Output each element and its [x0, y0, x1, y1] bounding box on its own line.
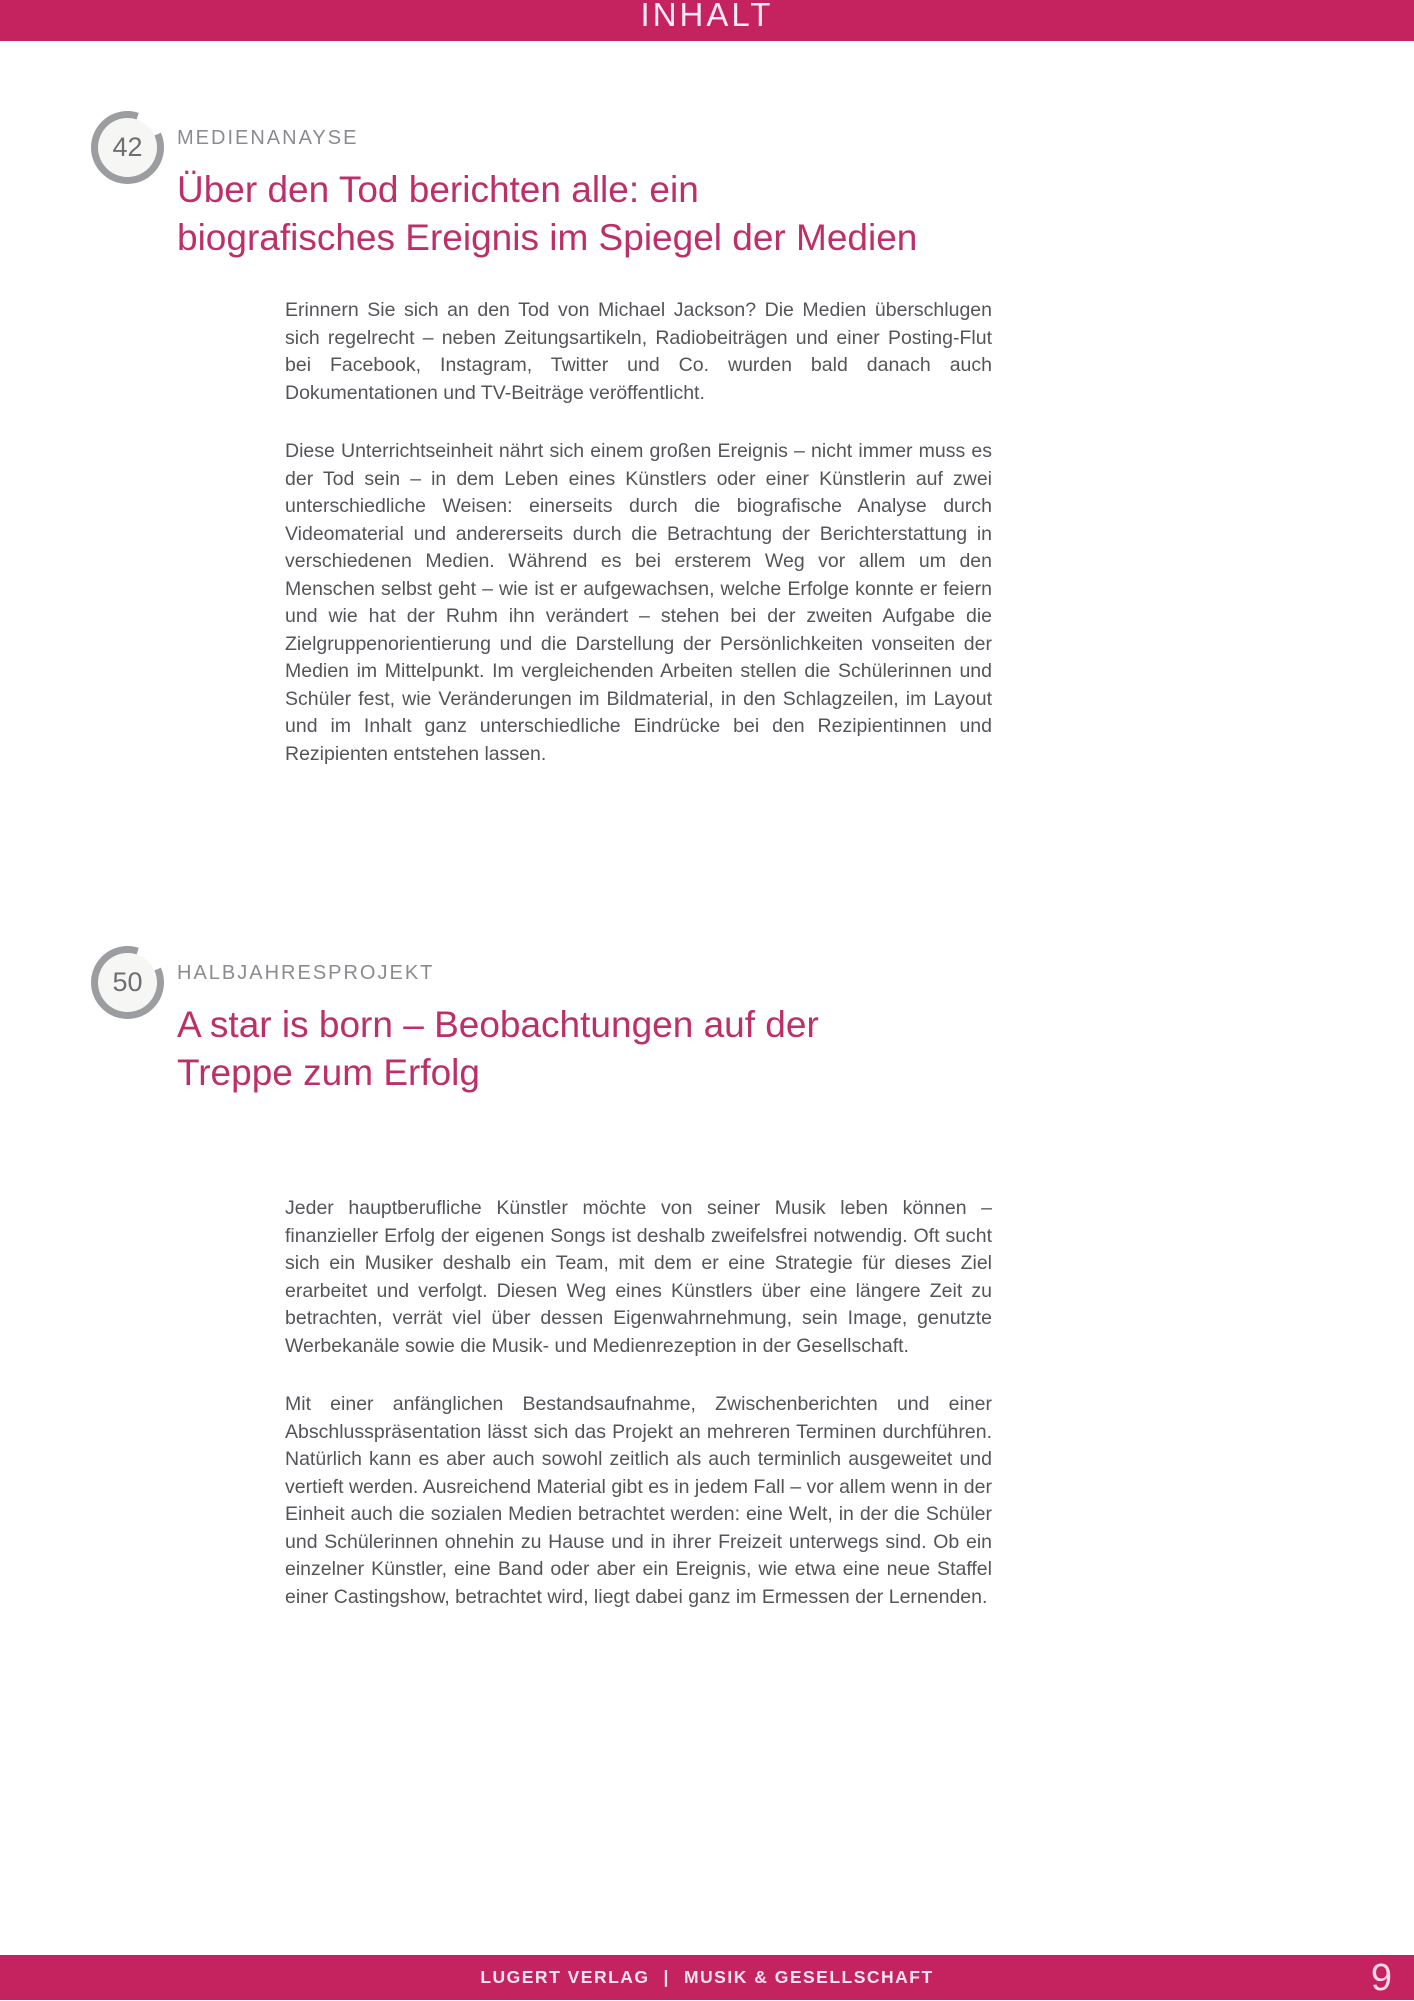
footer-publisher: LUGERT VERLAG	[480, 1967, 650, 1987]
entry-title	[177, 166, 917, 262]
entry-page-badge	[91, 111, 164, 184]
entry-description	[285, 1195, 992, 1642]
paragraph: Erinnern Sie sich an den Tod von Michael Jackson? Die Medien überschlugen sich regelrecht – neben Zeitungsartikeln, Radiobeiträgen und einer Posting-Flut bei Facebook, Instagram, Twitter und Co. wurden bald danach auch Dokumentationen und TV-Beiträge veröffentlicht.	[285, 299, 992, 404]
entry-title-line: A star is born – Beobachtungen auf der	[177, 1004, 819, 1045]
entry-category-label: MEDIENANAYSE	[177, 127, 359, 149]
entry-description	[285, 297, 992, 799]
paragraph: Jeder hauptberufliche Künstler möchte von seiner Musik leben können – finanzieller Erfolg der eigenen Songs ist deshalb zweifelsfrei notwendig. Oft sucht sich ein Musiker deshalb ein Team, mit dem er eine Strategie für dieses Ziel erarbeitet und verfolgt. Diesen Weg eines Künstlers über eine längere Zeit zu betrachten, verrät viel über dessen Eigenwahrnehmung, sein Image, genutzte Werbekanäle sowie die Musik- und Medienrezeption in der Gesellschaft.	[285, 1197, 992, 1357]
paragraph: Mit einer anfänglichen Bestandsaufnahme, Zwischenberichten und einer Abschlusspräsentation lässt sich das Projekt an mehreren Terminen durchführen. Natürlich kann es aber auch sowohl zeitlich als auch terminlich ausgeweitet und vertieft werden. Ausreichend Material gibt es in jedem Fall – vor allem wenn in der Einheit auch die sozialen Medien betrachtet werden: eine Welt, in der die Schüler und Schülerinnen ohnehin zu Hause und in ihrer Freizeit unterwegs sind. Ob ein einzelner Künstler, eine Band oder aber ein Ereignis, wie etwa eine neue Staffel einer Castingshow, betrachtet wird, liegt dabei ganz im Ermessen der Lernenden.	[285, 1393, 992, 1608]
footer-page-number: 9	[1370, 1957, 1392, 1999]
paragraph: Diese Unterrichtseinheit nährt sich einem großen Ereignis – nicht immer muss es der Tod sein – in dem Leben eines Künstlers oder einer Künstlerin auf zwei unterschiedliche Weisen: einerseits durch die biografische Analyse durch Videomaterial und andererseits durch die Betrachtung der Berichterstattung in verschiedenen Medien. Während es bei ersterem Weg vor allem um den Menschen selbst geht – wie ist er aufgewachsen, welche Erfolge konnte er feiern und wie hat der Ruhm ihn verändert – stehen bei der zweiten Aufgabe die Zielgruppenorientierung und die Darstellung der Persönlichkeiten vonseiten der Medien im Mittelpunkt. Im vergleichenden Arbeiten stellen die Schülerinnen und Schüler fest, wie Veränderungen im Bildmaterial, in den Schlagzeilen, im Layout und im Inhalt ganz unterschiedliche Eindrücke bei den Rezipientinnen und Rezipienten entstehen lassen.	[285, 440, 992, 765]
footer-bar	[0, 1955, 1414, 2000]
entry-title-line: Über den Tod berichten alle: ein	[177, 169, 699, 210]
entry-title-line: Treppe zum Erfolg	[177, 1052, 480, 1093]
page-title: INHALT	[640, 0, 774, 33]
footer-magazine: MUSIK & GESELLSCHAFT	[683, 1967, 934, 1987]
entry-category-label: HALBJAHRESPROJEKT	[177, 962, 435, 984]
entry-page-number: 50	[98, 953, 157, 1012]
footer-separator: |	[663, 1967, 670, 1987]
header-bar	[0, 0, 1414, 41]
entry-title	[177, 1001, 819, 1097]
entry-page-badge	[91, 946, 164, 1019]
entry-title-line: biografisches Ereignis im Spiegel der Medien	[177, 217, 918, 258]
entry-page-number: 42	[98, 118, 157, 177]
footer-text	[0, 1955, 1414, 2000]
